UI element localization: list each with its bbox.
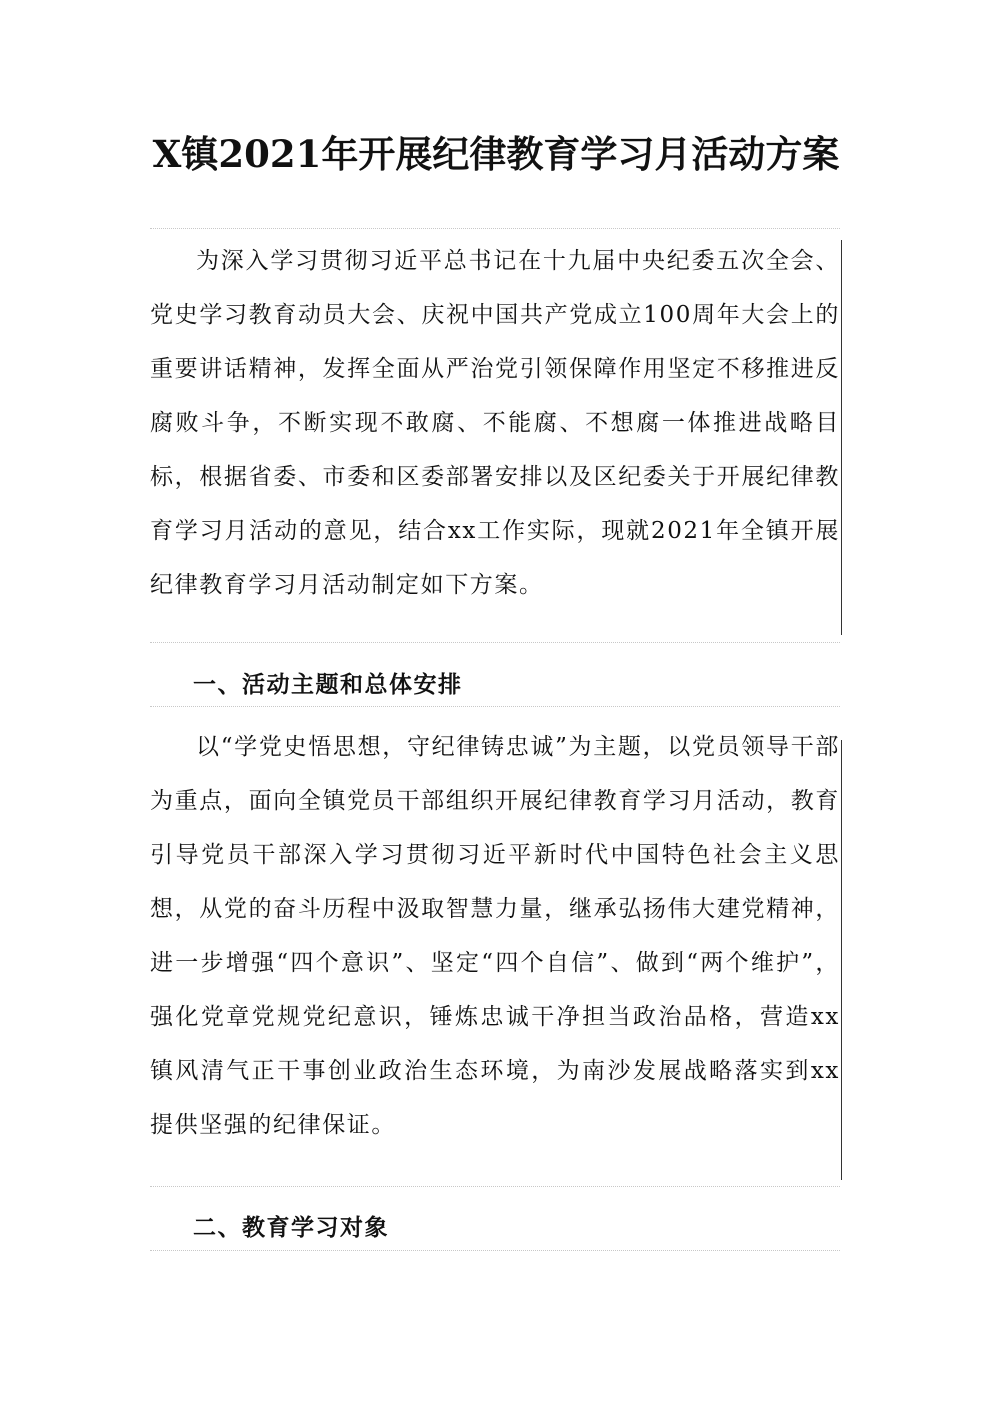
section-heading-theme: 一、活动主题和总体安排	[193, 671, 463, 698]
divider	[150, 228, 840, 229]
intro-paragraph: 为深入学习贯彻习近平总书记在十九届中央纪委五次全会、党史学习教育动员大会、庆祝中国共产党成立100周年大会上的重要讲话精神，发挥全面从严治党引领保障作用坚定不移推进反腐败斗争，不断实现不敢腐、不能腐、不想腐一体推进战略目标，根据省委、市委和区委部署安排以及区纪委关于开展纪律教育学习月活动的意见，结合xx工作实际，现就2021年全镇开展纪律教育学习月活动制定如下方案。	[150, 248, 840, 598]
margin-bar	[841, 740, 842, 1180]
section-heading-audience: 二、教育学习对象	[193, 1214, 389, 1241]
document-title: X镇2021年开展纪律教育学习月活动方案	[152, 132, 840, 176]
divider	[150, 1250, 840, 1251]
margin-bar	[841, 240, 842, 635]
divider	[150, 1186, 840, 1187]
divider	[150, 642, 840, 643]
divider	[150, 706, 840, 707]
section-body-theme: 以“学党史悟思想，守纪律铸忠诚”为主题，以党员领导干部为重点，面向全镇党员干部组织开展纪律教育学习月活动，教育引导党员干部深入学习贯彻习近平新时代中国特色社会主义思想，从党的奋斗历程中汲取智慧力量，继承弘扬伟大建党精神，进一步增强“四个意识”、坚定“四个自信”、做到“两个维护”，强化党章党规党纪意识，锤炼忠诚干净担当政治品格，营造xx镇风清气正干事创业政治生态环境，为南沙发展战略落实到xx提供坚强的纪律保证。	[150, 734, 840, 1138]
